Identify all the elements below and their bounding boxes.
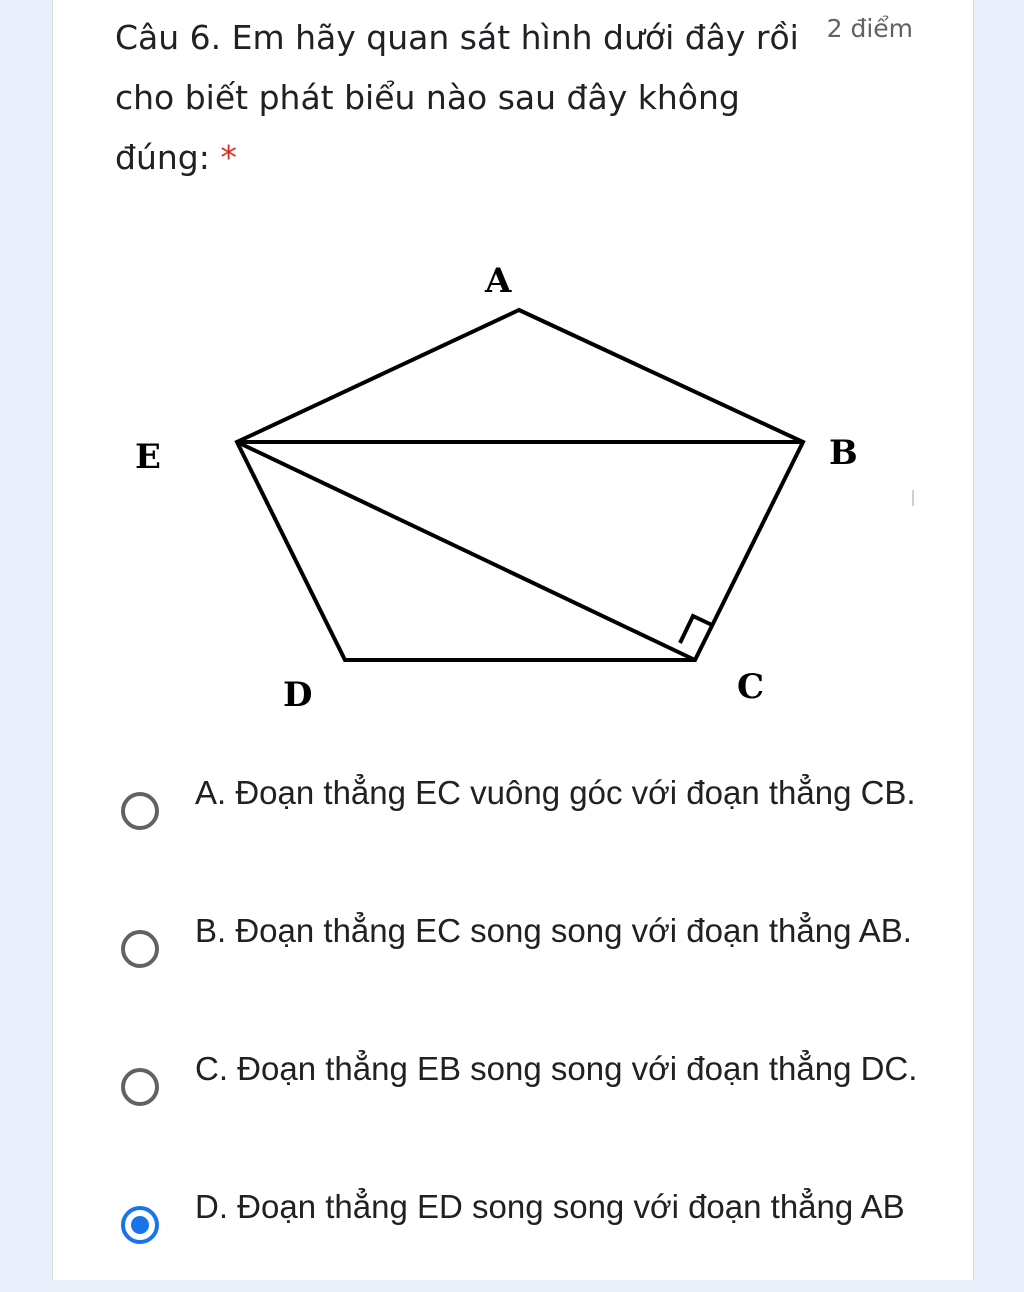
option-d-label: D. Đoạn thẳng ED song song với đoạn thẳng AB bbox=[195, 1188, 905, 1225]
vertex-label-c: C bbox=[737, 667, 765, 707]
question-title bbox=[115, 8, 805, 188]
geometry-figure bbox=[53, 230, 973, 730]
option-a[interactable] bbox=[113, 768, 933, 878]
option-c-label: C. Đoạn thẳng EB song song với đoạn thẳng DC. bbox=[195, 1050, 918, 1087]
required-asterisk: * bbox=[220, 138, 237, 177]
scroll-indicator bbox=[912, 490, 914, 506]
segment-ec bbox=[237, 442, 695, 660]
question-card bbox=[52, 0, 974, 1280]
pentagon-outline bbox=[237, 310, 803, 660]
vertex-label-d: D bbox=[283, 675, 313, 715]
vertex-label-e: E bbox=[135, 437, 161, 477]
option-c[interactable] bbox=[113, 1044, 933, 1154]
radio-option-a[interactable] bbox=[121, 792, 159, 830]
option-a-label: A. Đoạn thẳng EC vuông góc với đoạn thẳng CB. bbox=[195, 774, 916, 811]
option-d[interactable] bbox=[113, 1182, 933, 1292]
question-text: Câu 6. Em hãy quan sát hình dưới đây rồi cho biết phát biểu nào sau đây không đúng: bbox=[115, 18, 799, 177]
radio-option-d-selected[interactable] bbox=[121, 1206, 159, 1244]
radio-option-c[interactable] bbox=[121, 1068, 159, 1106]
option-b-label: B. Đoạn thẳng EC song song với đoạn thẳng AB. bbox=[195, 912, 912, 949]
option-b[interactable] bbox=[113, 906, 933, 1016]
vertex-label-b: B bbox=[829, 433, 858, 473]
vertex-label-a: A bbox=[485, 261, 512, 301]
radio-option-b[interactable] bbox=[121, 930, 159, 968]
points-badge: 2 điểm bbox=[826, 14, 913, 43]
